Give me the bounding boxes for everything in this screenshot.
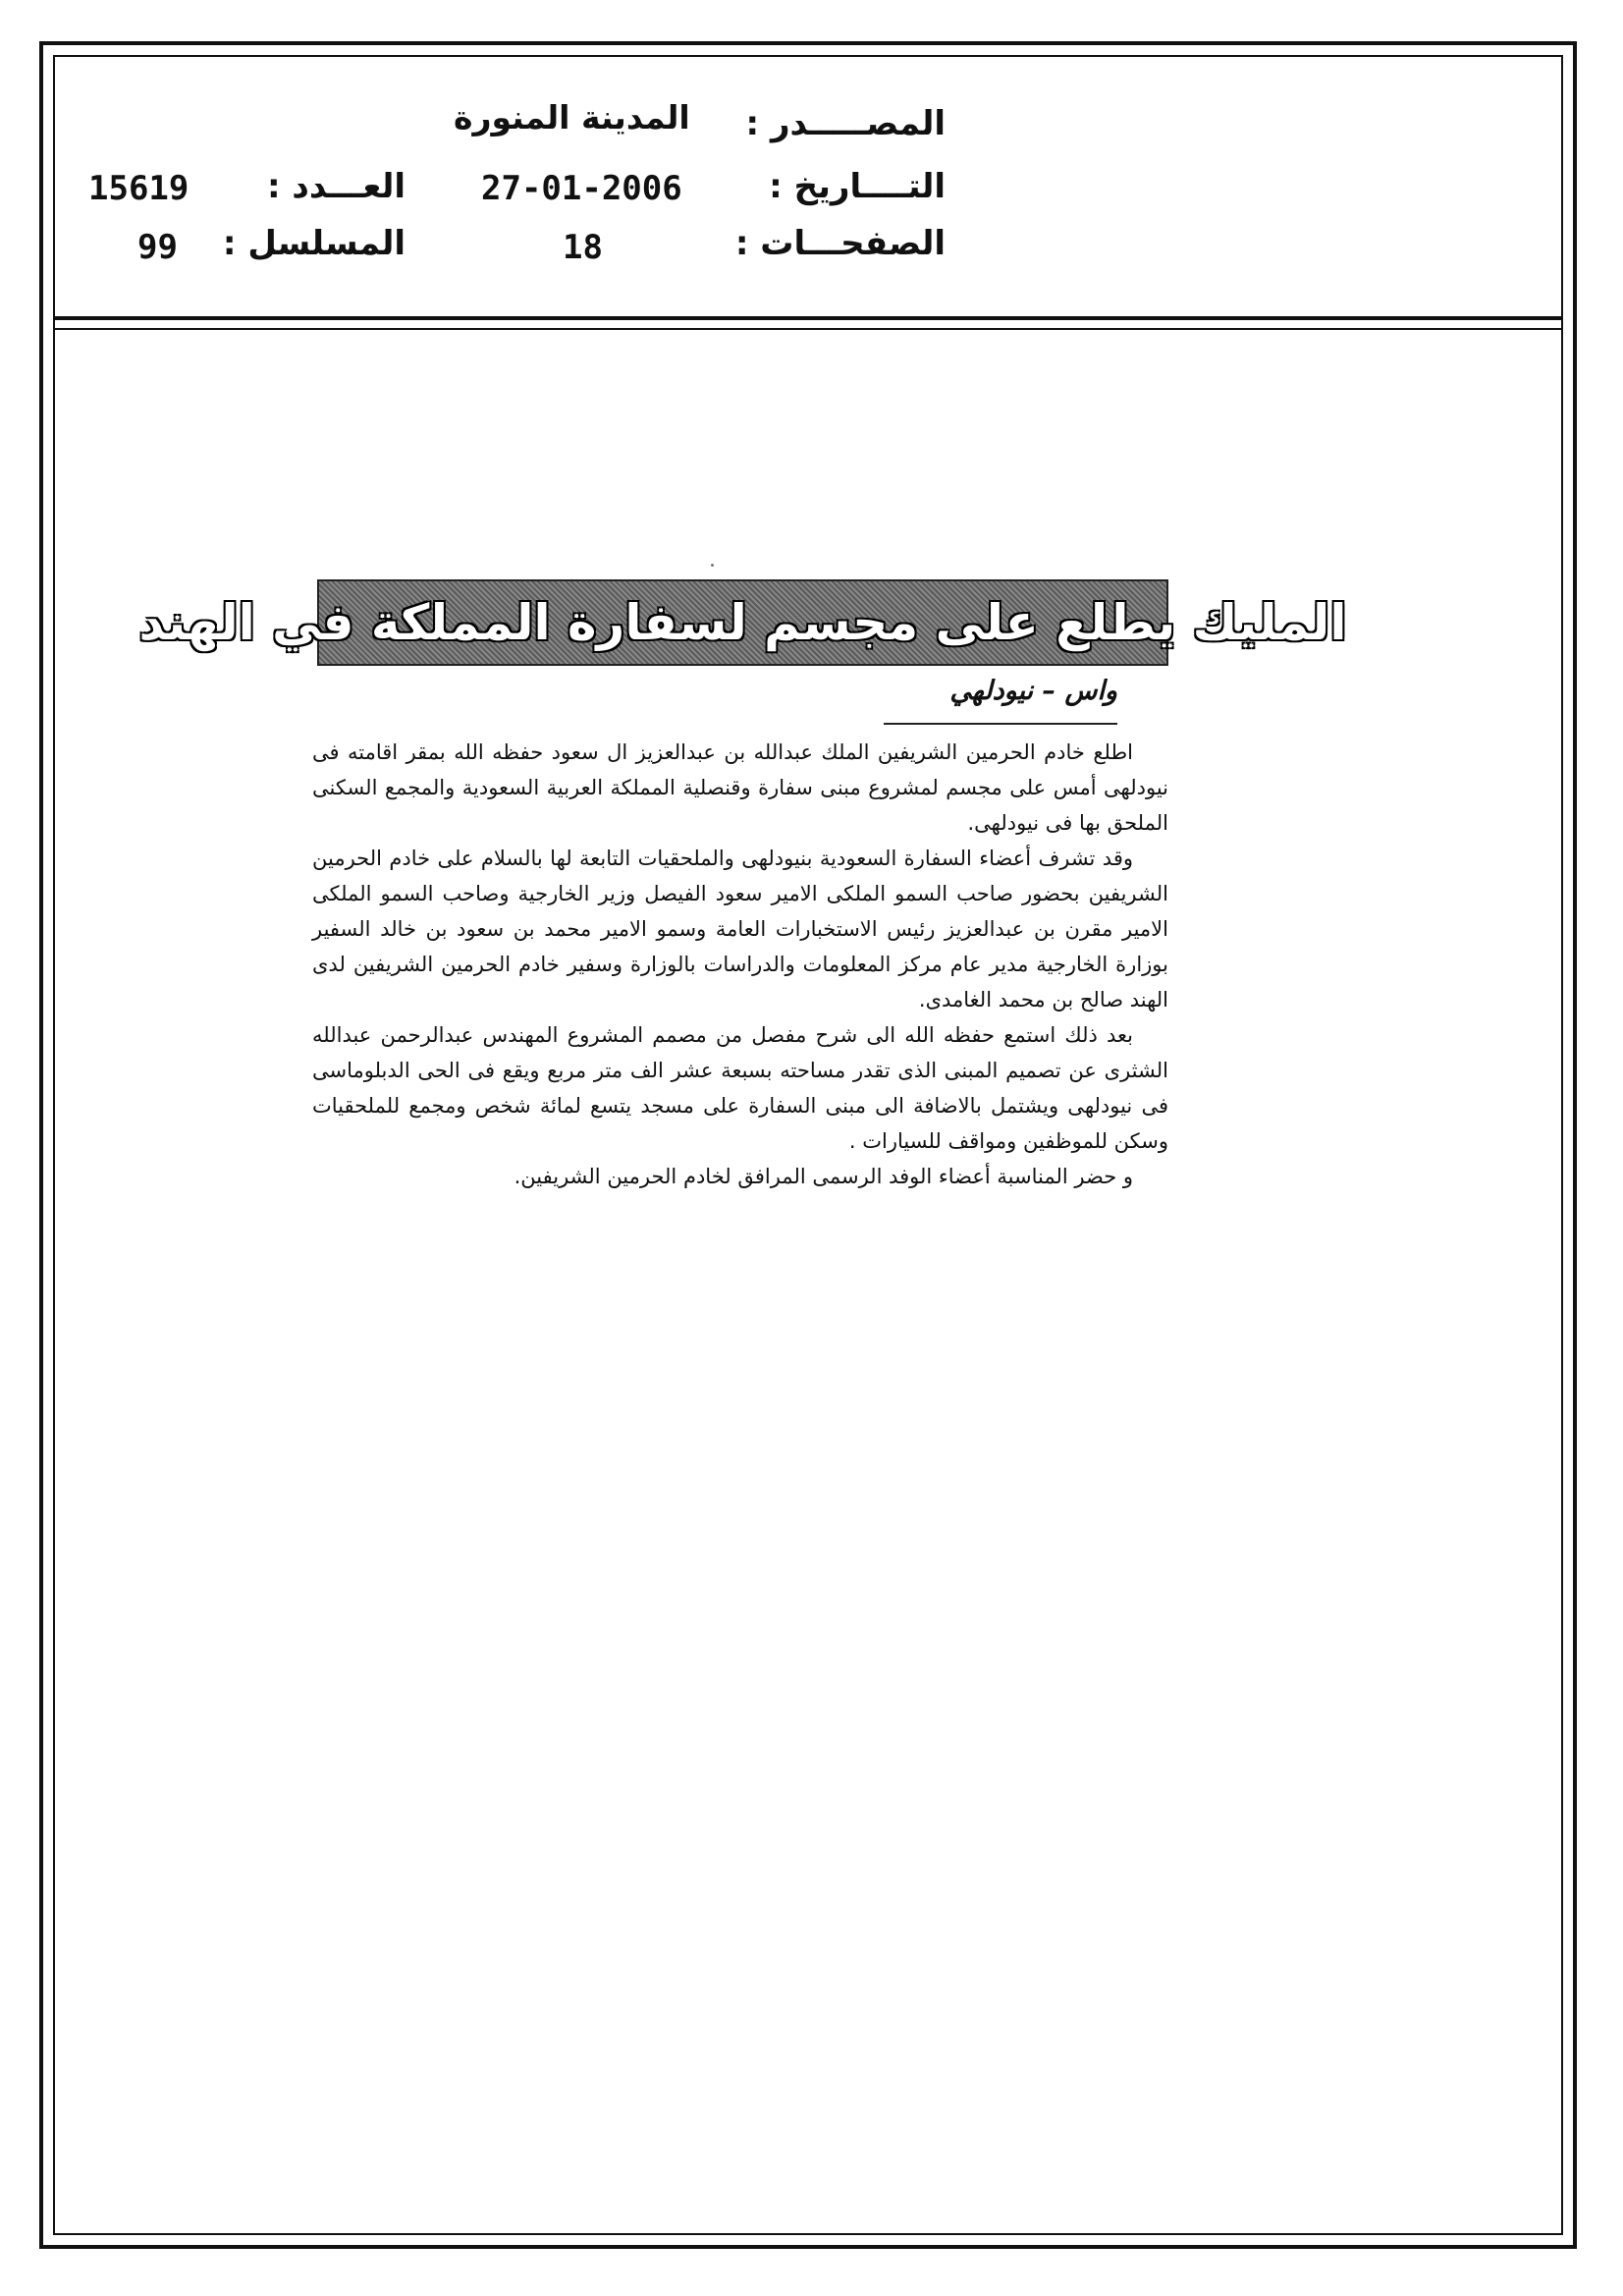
- issue-value: 15619: [88, 169, 189, 208]
- article-paragraph: بعد ذلك استمع حفظه الله الى شرح مفصل من مصمم المشروع المهندس عبدالرحمن عبدالله الشثرى عن تصميم المبنى الذى تقدر مساحته بسبعة عشر الف متر مربع ويقع فى الحى الدبلوماسى فى نيودلهى ويشتمل بالاضافة الى مبنى السفارة على مسجد يتسع لمائة شخص ومجمع للملحقيات وسكن للموظفين ومواقف للسيارات .: [312, 1023, 1168, 1153]
- article-paragraph: و حضر المناسبة أعضاء الوفد الرسمى المرافق لخادم الحرمين الشريفين.: [514, 1165, 1133, 1188]
- pages-label: الصفحـــات :: [734, 224, 946, 263]
- issue-label: العـــدد :: [267, 167, 406, 206]
- article-paragraph: وقد تشرف أعضاء السفارة السعودية بنيودلهى والملحقيات التابعة لها بالسلام على خادم الحرمين الشريفين بحضور صاحب السمو الملكى الامير سعود الفيصل وزير الخارجية وصاحب السمو الملكى الامير مقرن بن عبدالعزيز رئيس الاستخبارات العامة وسمو الامير محمد بن سعود بن خالد السفير بوزارة الخارجية مدير عام مركز المعلومات والدراسات بالوزارة وسفير خادم الحرمين الشريفين لدى الهند صالح بن محمد الغامدى.: [312, 847, 1168, 1011]
- article-headline: المليك يطلع على مجسم لسفارة المملكة في الهند: [138, 594, 1347, 651]
- date-label: التــــاريخ :: [769, 167, 946, 206]
- header-divider: [53, 316, 1563, 320]
- article-body: [312, 735, 1168, 1194]
- serial-label: المسلسل :: [222, 224, 406, 263]
- pages-value: 18: [563, 228, 603, 267]
- serial-value: 99: [137, 228, 178, 267]
- date-value: 27-01-2006: [481, 169, 682, 208]
- byline-underline: [884, 723, 1117, 725]
- article-headline-banner: [138, 579, 1347, 666]
- header-divider-thin: [53, 328, 1563, 330]
- article-byline: واس – نيودلهي: [949, 676, 1117, 706]
- scan-speck: [711, 564, 714, 567]
- source-value: المدينة المنورة: [454, 98, 690, 137]
- article-paragraph: اطلع خادم الحرمين الشريفين الملك عبدالله بن عبدالعزيز ال سعود حفظه الله بمقر اقامته فى نيودلهى أمس على مجسم لمشروع مبنى سفارة وقنصلية المملكة العربية السعودية والمجمع السكنى الملحق بها فى نيودلهى.: [312, 740, 1168, 835]
- source-label: المصـــــدر :: [745, 104, 946, 143]
